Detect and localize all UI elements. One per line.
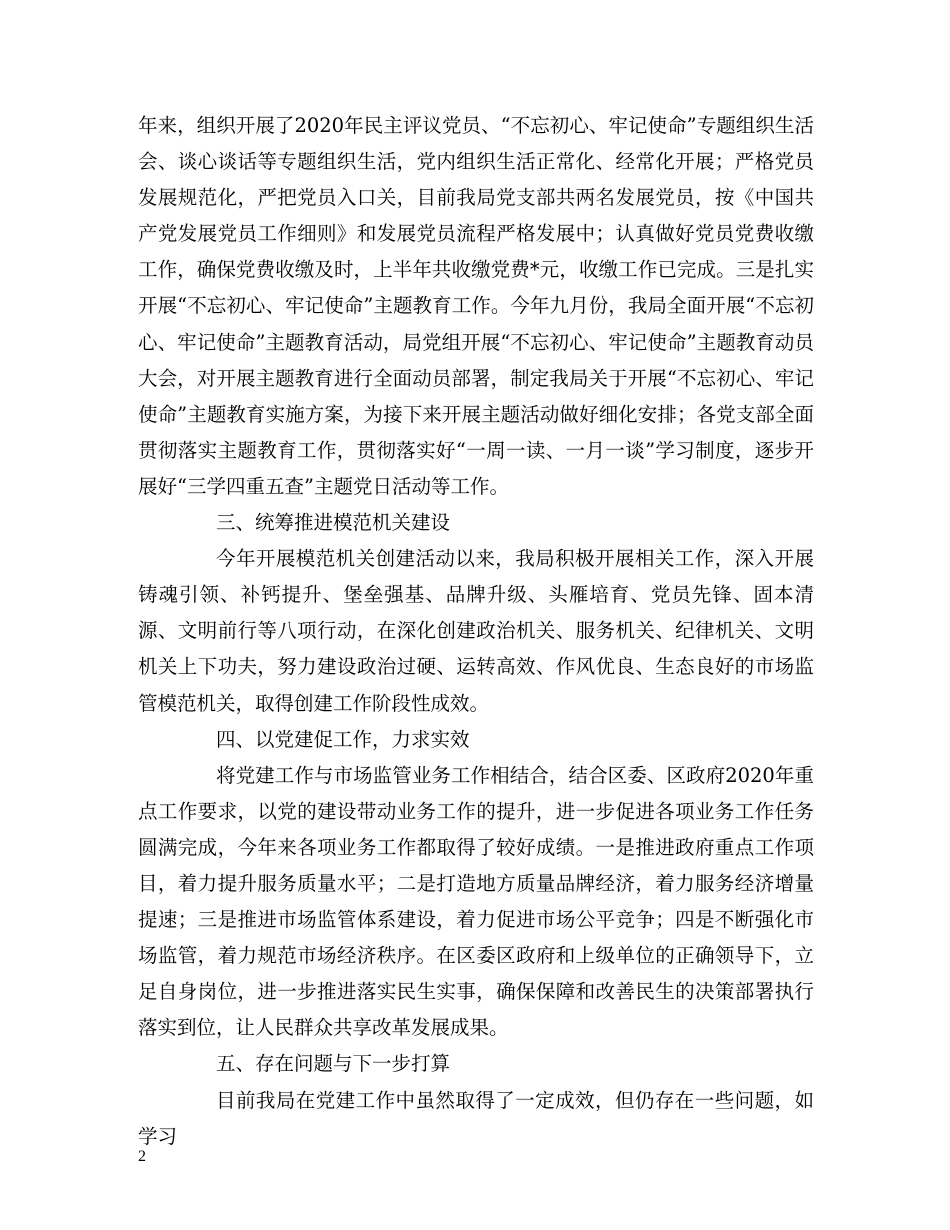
section-heading-3: 三、统筹推进模范机关建设 (216, 511, 451, 535)
paragraph-problems: 目前我局在党建工作中虽然取得了一定成效，但仍存在一些问题，如学习 (138, 1088, 814, 1148)
section-heading-4: 四、以党建促工作，力求实效 (216, 727, 470, 751)
paragraph-model-agency: 今年开展模范机关创建活动以来，我局积极开展相关工作，深入开展铸魂引领、补钙提升、堡垒强基、品牌升级、头雁培育、党员先锋、固本清源、文明前行等八项行动，在深化创建政治机关、服务机关、纪律机关、文明机关上下功夫，努力建设政治过硬、运转高效、作风优良、生态良好的市场监管模范机关，取得创建工作阶段性成效。 (138, 547, 814, 715)
paragraph-party-building-work: 将党建工作与市场监管业务工作相结合，结合区委、区政府2020年重点工作要求，以党的建设带动业务工作的提升，进一步促进各项业务工作任务圆满完成，今年来各项业务工作都取得了较好成绩。一是推进政府重点工作项目，着力提升服务质量水平；二是打造地方质量品牌经济，着力服务经济增量提速；三是推进市场监管体系建设，着力促进市场公平竞争；四是不断强化市场监管，着力规范市场经济秩序。在区委区政府和上级单位的正确领导下，立足自身岗位，进一步推进落实民生实事，确保保障和改善民生的决策部署执行落实到位，让人民群众共享改革发展成果。 (138, 763, 814, 1040)
section-heading-5: 五、存在问题与下一步打算 (216, 1052, 451, 1076)
page-number: 2 (138, 1148, 146, 1165)
paragraph-continuation: 年来，组织开展了2020年民主评议党员、“不忘初心、牢记使命”专题组织生活会、谈心谈话等专题组织生活，党内组织生活正常化、经常化开展；严格党员发展规范化，严把党员入口关，目前我局党支部共两名发展党员，按《中国共产党发展党员工作细则》和发展党员流程严格发展中；认真做好党员党费收缴工作，确保党费收缴及时，上半年共收缴党费*元，收缴工作已完成。三是扎实开展“不忘初心、牢记使命”主题教育工作。今年九月份，我局全面开展“不忘初心、牢记使命”主题教育活动，局党组开展“不忘初心、牢记使命”主题教育动员大会，对开展主题教育进行全面动员部署，制定我局关于开展“不忘初心、牢记使命”主题教育实施方案，为接下来开展主题活动做好细化安排；各党支部全面贯彻落实主题教育工作，贯彻落实好“一周一读、一月一谈”学习制度，逐步开展好“三学四重五查”主题党日活动等工作。 (138, 114, 814, 498)
document-body (138, 108, 814, 1155)
